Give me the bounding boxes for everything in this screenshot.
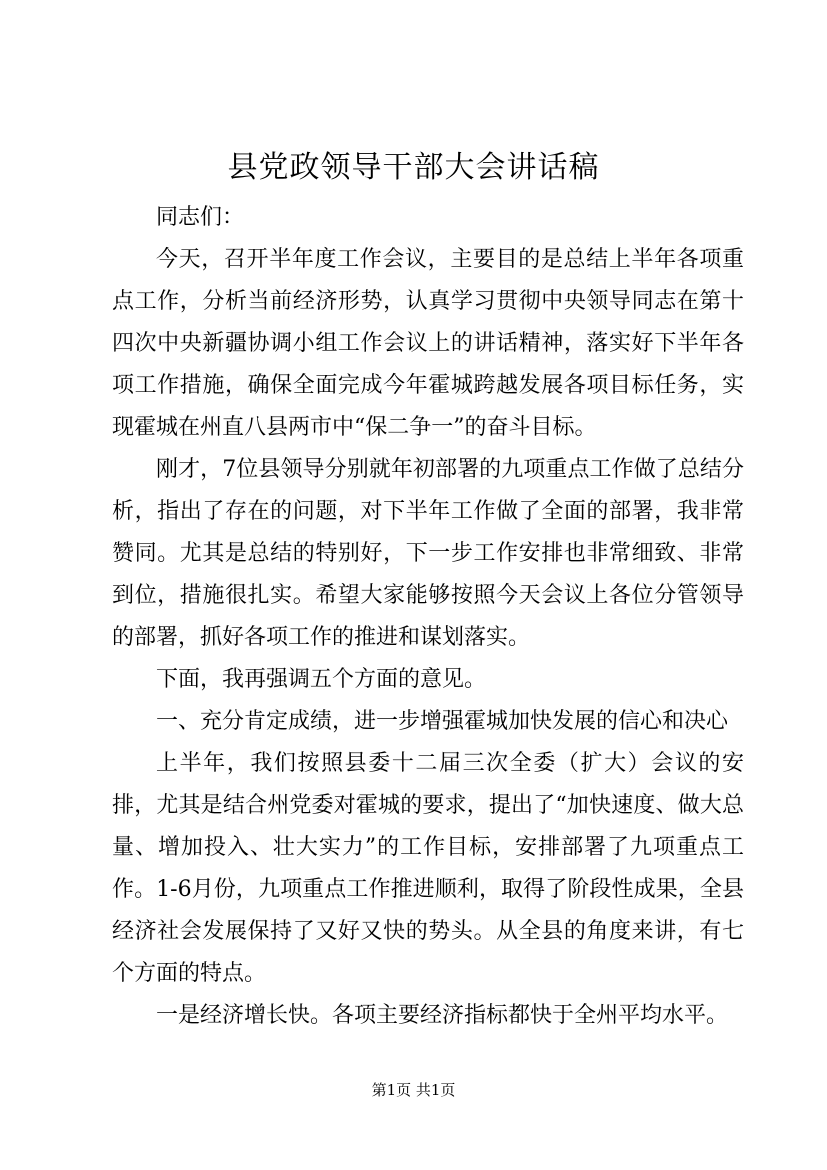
paragraph: 今天，召开半年度工作会议，主要目的是总结上半年各项重点工作，分析当前经济形势，认真学习贯彻中央领导同志在第十四次中央新疆协调小组工作会议上的讲话精神，落实好下半年各项工作措施，确保全面完成今年霍城跨越发展各项目标任务，实现霍城在州直八县两市中“保二争一”的奋斗目标。 [112, 247, 744, 440]
section-heading: 一、充分肯定成绩，进一步增强霍城加快发展的信心和决心 [156, 709, 729, 734]
paragraph: 刚才，7位县领导分别就年初部署的九项重点工作做了总结分析，指出了存在的问题，对下半年工作做了全面的部署，我非常赞同。尤其是总结的特别好，下一步工作安排也非常细致、非常到位，措施很扎实。希望大家能够按照今天会议上各位分管领导的部署，抓好各项工作的推进和谋划落实。 [112, 457, 744, 650]
paragraph: 一是经济增长快。各项主要经济指标都快于全州平均水平。 [156, 1003, 729, 1028]
page-footer: 第1页 共1页 [371, 1081, 456, 1099]
document-body [112, 197, 744, 1037]
paragraph: 下面，我再强调五个方面的意见。 [156, 667, 487, 692]
paragraph-salutation: 同志们： [156, 205, 245, 230]
document-title: 县党政领导干部大会讲话稿 [227, 150, 600, 185]
paragraph: 上半年，我们按照县委十二届三次全委（扩大）会议的安排，尤其是结合州党委对霍城的要求，提出了“加快速度、做大总量、增加投入、壮大实力”的工作目标，安排部署了九项重点工作。1-6月份，九项重点工作推进顺利，取得了阶段性成果，全县经济社会发展保持了又好又快的势头。从全县的角度来讲，有七个方面的特点。 [112, 751, 744, 986]
